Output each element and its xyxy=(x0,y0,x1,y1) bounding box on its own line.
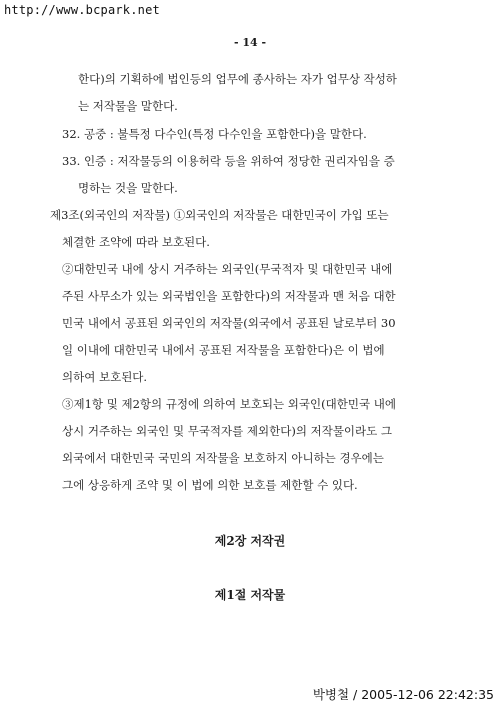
body-line: 상시 거주하는 외국인 및 무국적자를 제외한다)의 저작물이라도 그 xyxy=(62,424,393,438)
body-line: 그에 상응하게 조약 및 이 법에 의한 보호를 제한할 수 있다. xyxy=(62,478,358,492)
section-heading: 제1절 저작물 xyxy=(214,588,286,602)
body-line: 제3조(외국인의 저작물) ①외국인의 저작물은 대한민국이 가입 또는 xyxy=(50,208,389,222)
body-line: ②대한민국 내에 상시 거주하는 외국인(무국적자 및 대한민국 내에 xyxy=(62,262,393,276)
body-line: 한다)의 기획하에 법인등의 업무에 종사하는 자가 업무상 작성하 xyxy=(78,72,397,86)
site-watermark: http://www.bcpark.net xyxy=(4,3,160,17)
author-timestamp: 박병철 / 2005-12-06 22:42:35 xyxy=(312,687,494,702)
page-number: - 14 - xyxy=(233,36,267,49)
body-line: 는 저작물을 말한다. xyxy=(78,99,178,113)
chapter-heading: 제2장 저작권 xyxy=(214,534,286,548)
body-line: 체결한 조약에 따라 보호된다. xyxy=(62,235,210,249)
body-line: 32. 공중 : 불특정 다수인(특정 다수인을 포함한다)을 말한다. xyxy=(62,127,367,141)
body-line: 의하여 보호된다. xyxy=(62,370,148,384)
body-line: 주된 사무소가 있는 외국법인을 포함한다)의 저작물과 맨 처음 대한 xyxy=(62,289,396,303)
body-line: ③제1항 및 제2항의 규정에 의하여 보호되는 외국인(대한민국 내에 xyxy=(62,397,396,411)
body-line: 일 이내에 대한민국 내에서 공표된 저작물을 포함한다)은 이 법에 xyxy=(62,343,385,357)
body-line: 민국 내에서 공표된 외국인의 저작물(외국에서 공표된 날로부터 30 xyxy=(62,316,396,330)
body-line: 33. 인증 : 저작물등의 이용허락 등을 위하여 정당한 권리자임을 증 xyxy=(62,154,395,168)
body-line: 명하는 것을 말한다. xyxy=(78,181,178,195)
body-line: 외국에서 대한민국 국민의 저작물을 보호하지 아니하는 경우에는 xyxy=(62,451,384,465)
